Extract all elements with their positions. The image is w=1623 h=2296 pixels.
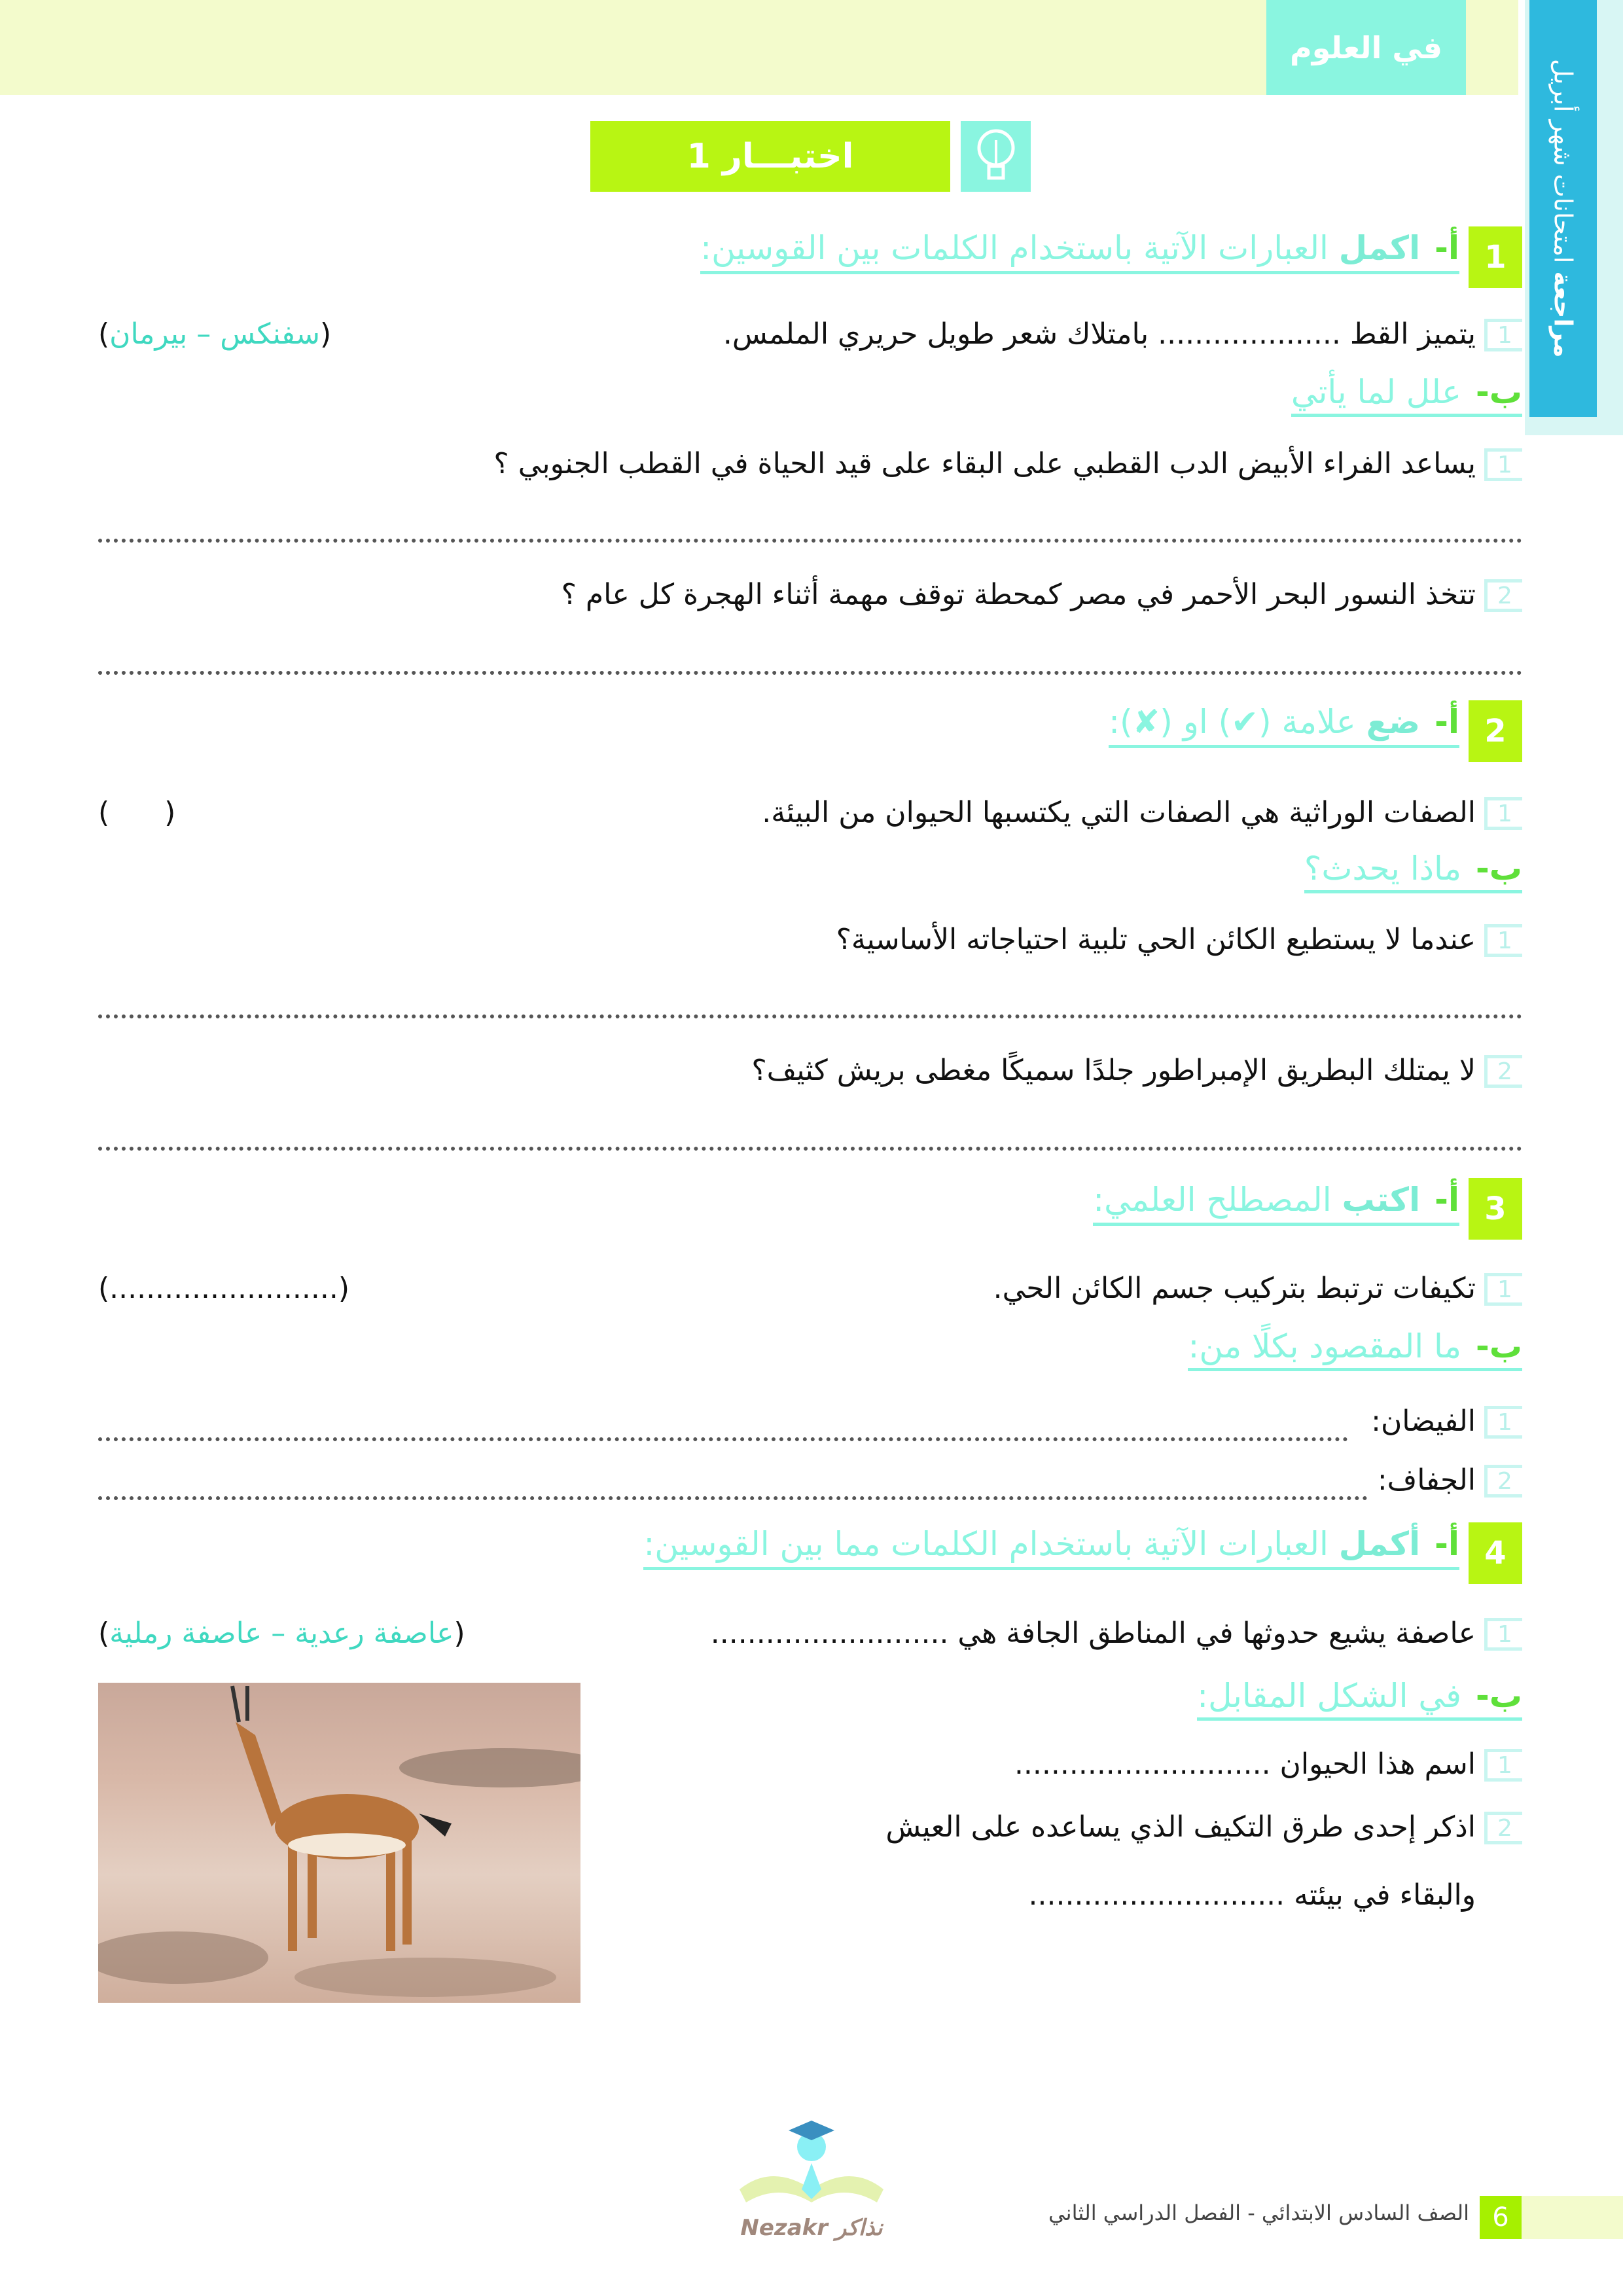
question-text: عندما لا يستطيع الكائن الحي تلبية احتياجاته الأساسية؟	[836, 923, 1476, 956]
sub-heading: ب-ماذا يحدث؟	[1304, 850, 1522, 893]
nezakr-logo	[720, 2111, 903, 2242]
question-number: 1	[1484, 1618, 1522, 1651]
gazelle-photo	[98, 1683, 580, 2003]
side-bold: مراجعة	[1548, 271, 1578, 358]
question-number: 2	[1484, 1812, 1522, 1844]
question-text: اسم هذا الحيوان ............................	[1014, 1748, 1476, 1781]
footer-text: الصف السادس الابتدائي - الفصل الدراسي الثاني	[1048, 2200, 1469, 2225]
lightbulb-icon	[961, 121, 1031, 192]
question-number: 1	[1484, 797, 1522, 830]
sub-heading: ب-علل لما يأتي	[1291, 373, 1522, 417]
sub-heading: ب-ما المقصود بكلًا من:	[1188, 1327, 1522, 1371]
question-number: 1	[1484, 924, 1522, 957]
question-number: 2	[1484, 1055, 1522, 1088]
section-number: 2	[1469, 700, 1522, 762]
section-heading: أ-اكمل العبارات الآتية باستخدام الكلمات بين القوسين:	[700, 229, 1459, 274]
question-text: يساعد الفراء الأبيض الدب القطبي على البقاء على قيد الحياة في القطب الجنوبي ؟	[493, 447, 1476, 480]
question-number: 2	[1484, 1465, 1522, 1498]
question-text: عاصفة يشيع حدوثها في المناطق الجافة هي ..........................	[710, 1617, 1476, 1650]
section-heading: أ-ضع علامة (✔) او (✘):	[1109, 703, 1459, 748]
question-number: 1	[1484, 1273, 1522, 1306]
answer-line[interactable]	[98, 539, 1522, 543]
question-text: اذكر إحدى طرق التكيف الذي يساعده على العيش	[885, 1810, 1476, 1844]
question-text: الصفات الوراثية هي الصفات التي يكتسبها الحيوان من البيئة.	[762, 796, 1476, 829]
question-number: 1	[1484, 319, 1522, 351]
section-heading: أ-أكمل العبارات الآتية باستخدام الكلمات مما بين القوسين:	[643, 1525, 1459, 1570]
question-text-continued: والبقاء في بيئته ............................	[1028, 1878, 1476, 1912]
question-number: 1	[1484, 1406, 1522, 1439]
question-text: يتميز القط .................... بامتلاك شعر طويل حريري الملمس.	[722, 317, 1476, 351]
question-number: 2	[1484, 579, 1522, 612]
question-text: الفيضان:	[1371, 1405, 1476, 1438]
question-number: 1	[1484, 1749, 1522, 1782]
answer-line[interactable]	[98, 1014, 1522, 1018]
page-number: 6	[1480, 2196, 1522, 2239]
section-number: 4	[1469, 1522, 1522, 1584]
answer-line[interactable]	[98, 1147, 1522, 1151]
options: (عاصفة رعدية – عاصفة رملية)	[98, 1617, 465, 1650]
section-number: 3	[1469, 1178, 1522, 1240]
side-text: امتحانات شهر أبريل	[1548, 59, 1578, 264]
question-text: تكيفات ترتبط بتركيب جسم الكائن الحي.	[993, 1272, 1476, 1305]
answer-box[interactable]: (.........................)	[98, 1272, 349, 1305]
answer-line[interactable]	[98, 1437, 1348, 1441]
answer-line[interactable]	[98, 1496, 1368, 1500]
side-tab	[1529, 0, 1597, 417]
question-number: 1	[1484, 448, 1522, 481]
logo-text: Nezakr نذاكر	[740, 2215, 883, 2241]
answer-line[interactable]	[98, 671, 1522, 675]
sub-heading: ب-في الشكل المقابل:	[1197, 1677, 1522, 1721]
answer-box[interactable]: ( )	[98, 796, 176, 829]
exam-title: اختبـــار 1	[590, 121, 950, 192]
question-text: تتخذ النسور البحر الأحمر في مصر كمحطة توقف مهمة أثناء الهجرة كل عام ؟	[561, 578, 1476, 611]
subject-label: في العلوم	[1266, 0, 1466, 95]
footer-band	[1522, 2196, 1623, 2239]
question-text: لا يمتلك البطريق الإمبراطور جلدًا سميكًا مغطى بريش كثيف؟	[751, 1054, 1476, 1087]
options: (سفنكس – بيرمان)	[98, 317, 332, 351]
section-heading: أ-اكتب المصطلح العلمي:	[1093, 1181, 1459, 1226]
question-text: الجفاف:	[1377, 1463, 1476, 1497]
section-number: 1	[1469, 226, 1522, 288]
